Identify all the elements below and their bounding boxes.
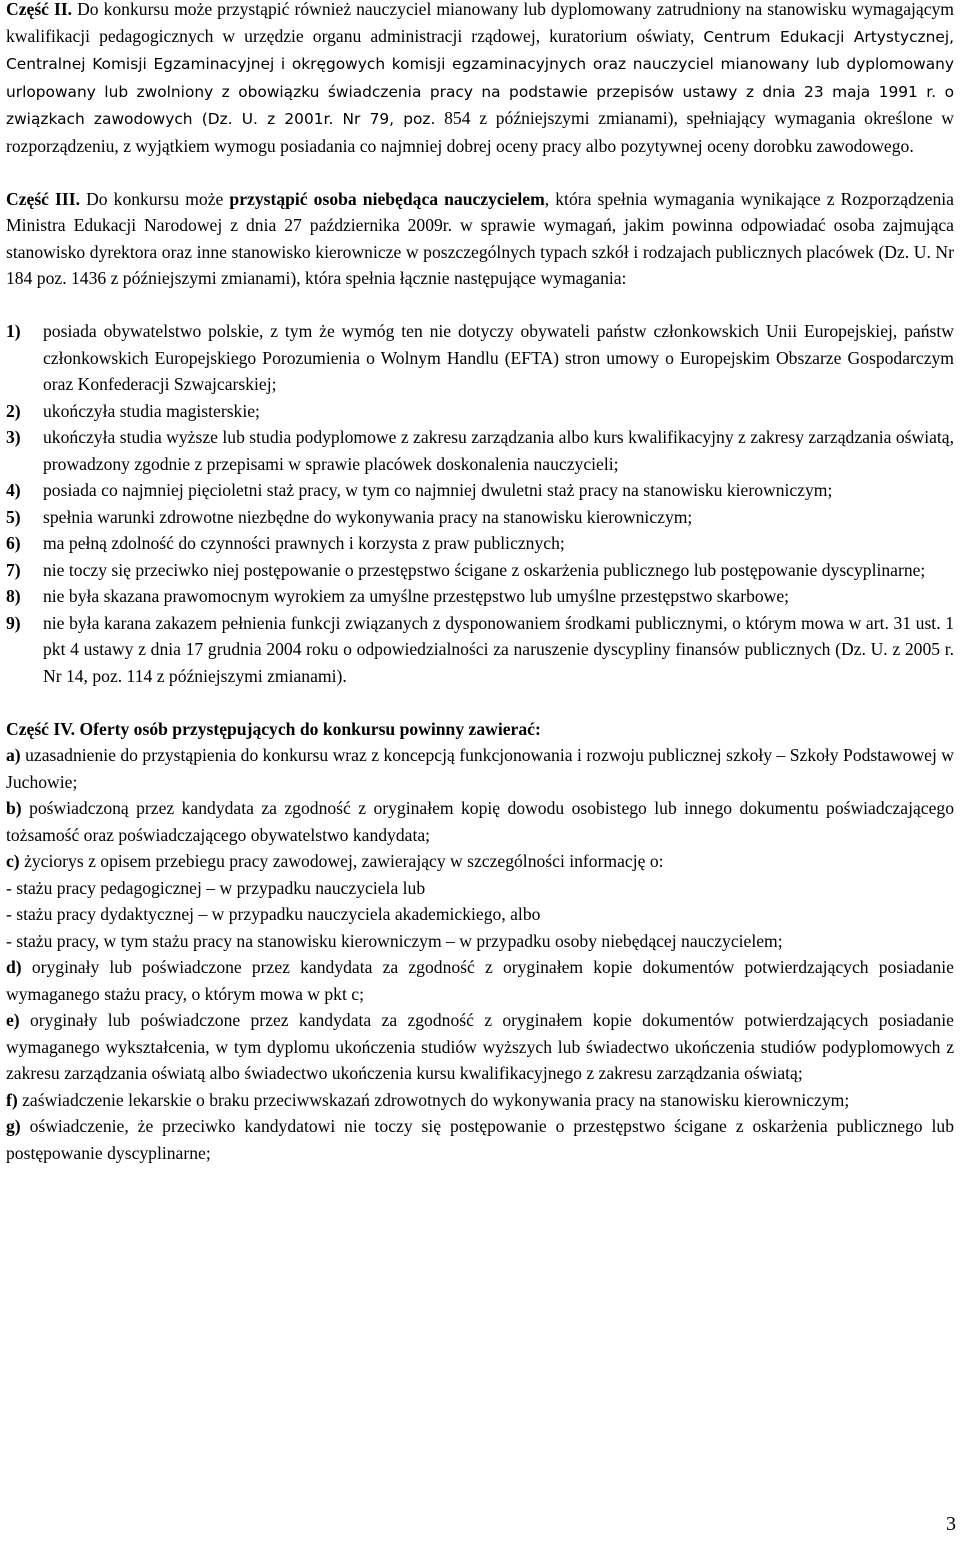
page-number: 3 [946,1512,956,1535]
requirements-list [6,318,954,689]
item-text: zaświadczenie lekarskie o braku przeciwwskazań zdrowotnych do wykonywania pracy na stanowisku kierowniczym; [17,1089,850,1110]
part4-heading-rest: Oferty osób przystępujących do konkursu powinny zawierać: [75,718,541,739]
part4-heading-line [6,716,954,743]
item-letter: f) [6,1089,18,1110]
spacer [6,292,954,319]
item-text: nie była skazana prawomocnym wyrokiem za umyślne przestępstwo lub umyślne przestępstwo skarbowe; [43,586,790,606]
item-letter: d) [6,957,22,977]
item-number: 4) [6,480,21,500]
offer-item-a [6,742,954,795]
part3-heading: Część III. [6,188,80,209]
item-text: poświadczoną przez kandydata za zgodność z oryginałem kopię dowodu osobistego lub innego dokumentu poświadczającego tożsamość oraz poświadczającego obywatelstwo kandydata; [6,798,954,845]
offer-item-c [6,848,954,875]
item-number: 8) [6,586,21,606]
offer-item-g [6,1113,954,1166]
item-text: ukończyła studia magisterskie; [43,400,260,421]
item-number: 7) [6,559,21,580]
part3-intro-b: , która spełnia wymagania wynikające z Rozporządzenia Ministra Edukacji Narodowej z dnia 27 października 2009r. w sprawie wymagań, jakim powinna odpowiadać osoba zajmująca stanowisko dyrektora oraz inne stanowisko kierownicze w poszczególnych typach szkół i rodzajach publicznych placówek (Dz. U. Nr 184 poz. 1436 z późniejszymi zmianami), która spełnia łącznie następujące wymagania: [6,188,954,288]
list-item [6,530,954,557]
offer-item-b [6,795,954,848]
part2-text-sans: Centrum Edukacji Artystycznej, Centralnej Komisji Egzaminacyjnej i okręgowych komisji egzaminacyjnych oraz nauczyciel mianowany lub dyplomowany urlopowany lub zwolniony z obowiązku świadczenia pracy na podstawie przepisów ustawy z dnia 23 maja 1991 r. o związkach zawodowych (Dz. U. z 2001r. Nr 79, poz. [6,27,954,128]
list-item [6,610,954,690]
spacer [6,689,954,716]
item-text: oświadczenie, że przeciwko kandydatowi nie toczy się postępowanie o przestępstwo ścigane z oskarżenia publicznego lub postępowanie dyscyplinarne; [6,1116,954,1163]
list-item [6,398,954,425]
item-letter: g) [6,1116,21,1136]
list-item [6,477,954,504]
item-text: spełnia warunki zdrowotne niezbędne do wykonywania pracy na stanowisku kierowniczym; [43,506,693,527]
item-number: 9) [6,612,21,633]
part3-intro-bold: przystąpić osoba niebędąca nauczycielem [229,188,545,209]
item-number: 1) [6,321,21,341]
item-letter: b) [6,798,22,818]
dash-item: - stażu pracy pedagogicznej – w przypadku nauczyciela lub [6,877,426,898]
item-text: ukończyła studia wyższe lub studia podyplomowe z zakresu zarządzania albo kurs kwalifikacyjny z zakresy zarządzania oświatą, prowadzony zgodnie z przepisami w sprawie placówek doskonalenia nauczycieli; [43,427,954,474]
item-letter: a) [6,745,21,765]
part4-heading: Część IV. [6,718,76,739]
offer-item-f [6,1087,954,1114]
part2-heading: Część II. [6,0,73,19]
item-text: nie była karana zakazem pełnienia funkcji związanych z dysponowaniem środkami publicznymi, o którym mowa w art. 31 ust. 1 pkt 4 ustawy z dnia 17 grudnia 2004 roku o odpowiedzialności za naruszenie dyscypliny finansów publicznych (Dz. U. z 2005 r. Nr 14, poz. 114 z późniejszymi zmianami). [43,612,954,686]
list-item [6,318,954,398]
item-number: 5) [6,506,21,527]
item-letter: e) [6,1010,20,1030]
document-page [6,0,954,1166]
list-item [6,557,954,584]
item-text: oryginały lub poświadczone przez kandydata za zgodność z oryginałem kopie dokumentów potwierdzających posiadanie wymaganego wykształcenia, w tym dyplomu ukończenia studiów wyższych lub świadectwo ukończenia studiów podyplomowych z zakresu zarządzania oświatą albo świadectwo ukończenia kursu kwalifikacyjnego z zakresu zarządzania oświatą; [6,1010,954,1083]
part2-paragraph [6,0,954,159]
item-number: 3) [6,427,21,447]
item-text: oryginały lub poświadczone przez kandydata za zgodność z oryginałem kopie dokumentów potwierdzających posiadanie wymaganego stażu pracy, o którym mowa w pkt c; [6,957,954,1004]
item-text: posiada co najmniej pięcioletni staż pracy, w tym co najmniej dwuletni staż pracy na stanowisku kierowniczym; [43,480,833,500]
dash-item: - stażu pracy dydaktycznej – w przypadku nauczyciela akademickiego, albo [6,904,541,924]
item-text: życiorys z opisem przebiegu pracy zawodowej, zawierający w szczególności informację o: [19,851,664,871]
item-text: ma pełną zdolność do czynności prawnych i korzysta z praw publicznych; [43,533,565,553]
item-number: 2) [6,400,21,421]
item-text: posiada obywatelstwo polskie, z tym że wymóg ten nie dotyczy obywateli państw członkowskich Unii Europejskiej, państw członkowskich Europejskiego Porozumienia o Wolnym Handlu (EFTA) stron umowy o Europejskim Obszarze Gospodarczym oraz Konfederacji Szwajcarskiej; [43,321,954,394]
list-item [6,424,954,477]
item-text: uzasadnienie do przystąpienia do konkursu wraz z koncepcją funkcjonowania i rozwoju publicznej szkoły – Szkoły Podstawowej w Juchowie; [6,745,954,792]
offer-item-e [6,1007,954,1087]
part2-text-b: 854 z późniejszymi zmianami), spełniający wymagania określone w rozporządzeniu, z wyjątkiem wymogu posiadania co najmniej dobrej oceny pracy albo pozytywnej oceny dorobku zawodowego. [6,108,954,156]
item-number: 6) [6,533,21,553]
part2-text-a: Do konkursu może przystąpić również nauczyciel mianowany lub dyplomowany zatrudniony na stanowisku wymagającym kwalifikacji pedagogicznych w urzędzie organu administracji rządowej, kuratorium oświaty, [6,0,954,46]
list-item [6,504,954,531]
item-text: nie toczy się przeciwko niej postępowanie o przestępstwo ścigane z oskarżenia publicznego lub postępowanie dyscyplinarne; [43,559,926,580]
part3-intro-a: Do konkursu może [80,188,230,209]
item-letter: c) [6,851,20,871]
list-item [6,583,954,610]
part3-paragraph [6,186,954,292]
dash-item: - stażu pracy, w tym stażu pracy na stanowisku kierowniczym – w przypadku osoby niebędącej nauczycielem; [6,930,783,951]
offer-item-d [6,954,954,1007]
spacer [6,159,954,186]
